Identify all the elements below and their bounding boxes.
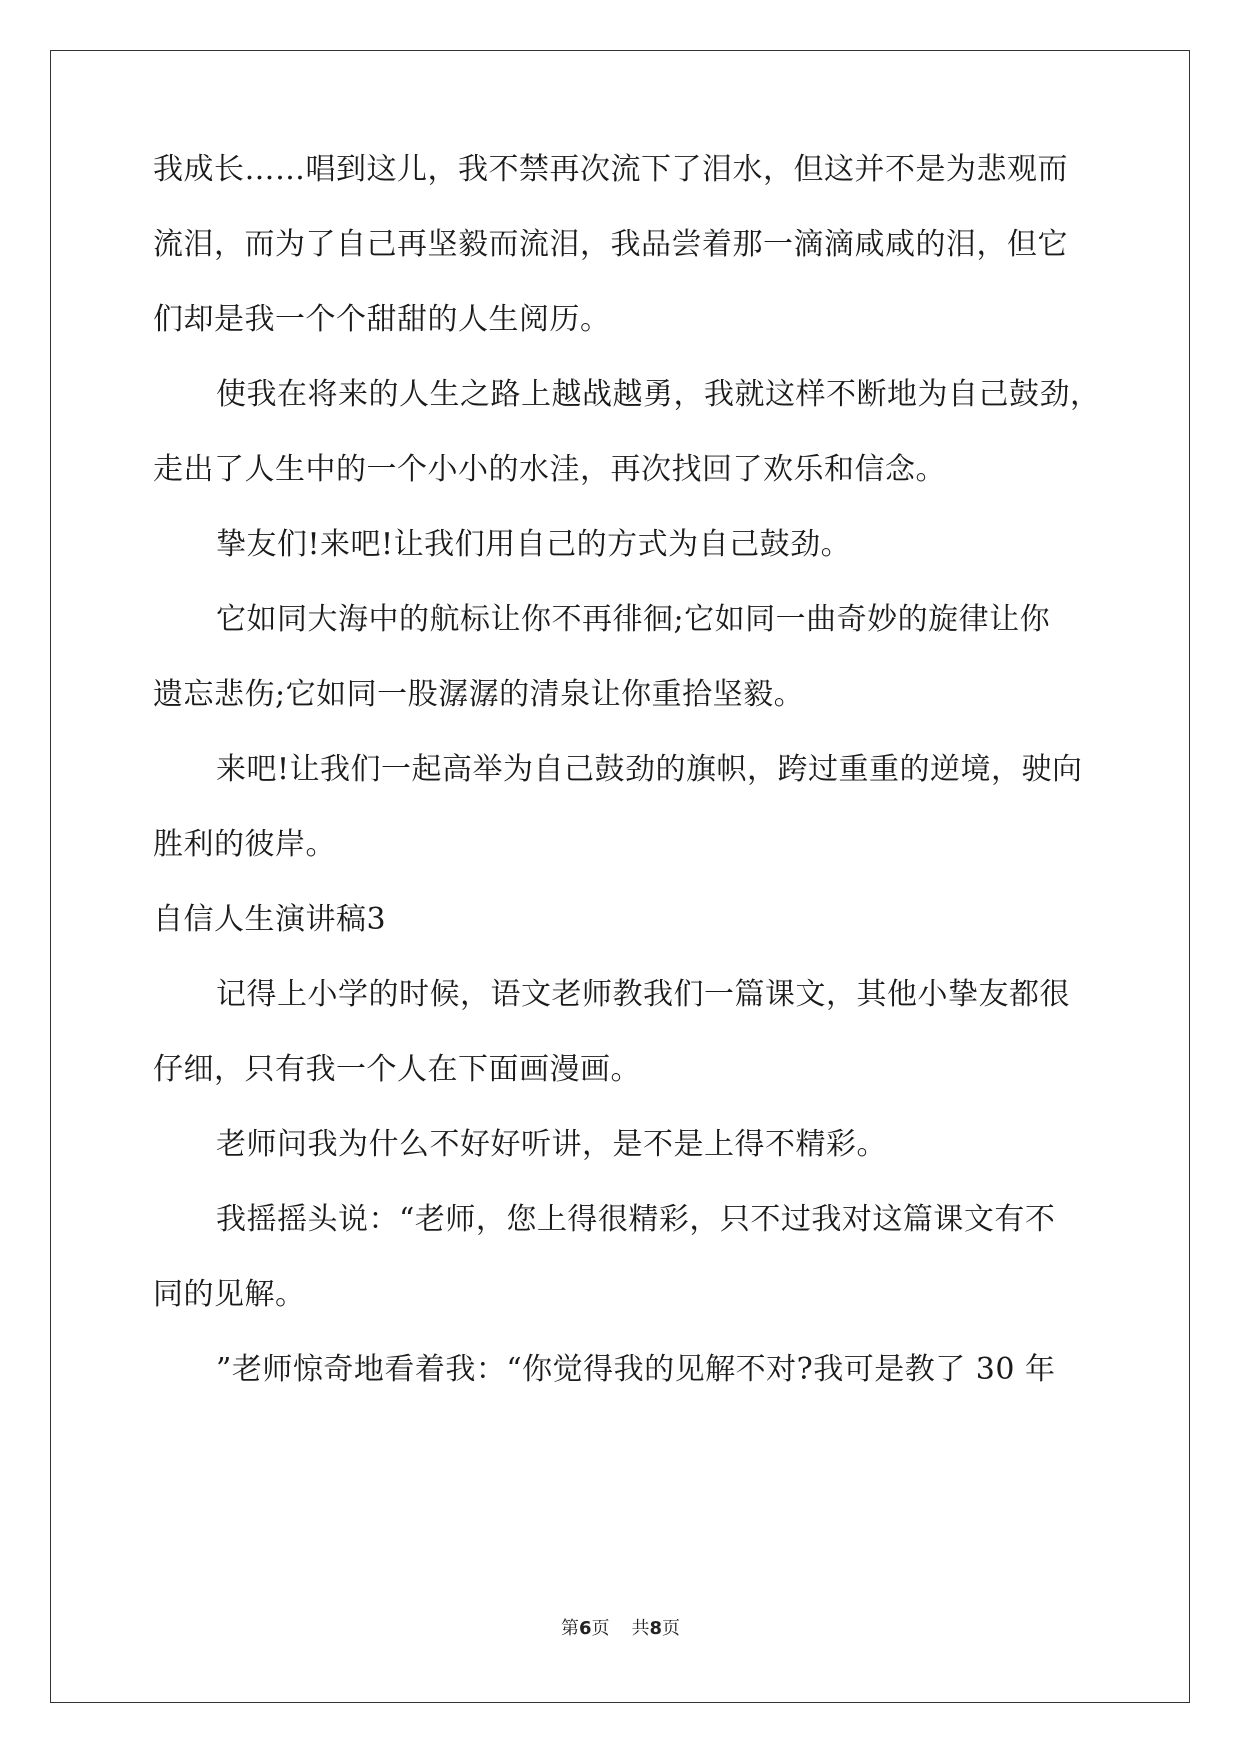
page-number: 6 (578, 1618, 592, 1639)
text-line: 我成长……唱到这儿，我不禁再次流下了泪水，但这并不是为悲观而 (153, 152, 1068, 187)
total-pages: 8 (649, 1618, 663, 1639)
page-suffix: 页 (591, 1618, 610, 1639)
text-line: 们却是我一个个甜甜的人生阅历。 (153, 302, 611, 337)
page-border (50, 50, 1190, 1703)
text-line: 流泪，而为了自己再坚毅而流泪，我品尝着那一滴滴咸咸的泪，但它 (153, 227, 1068, 262)
page-prefix: 第 (560, 1618, 579, 1639)
text-line: 记得上小学的时候，语文老师教我们一篇课文，其他小挚友都很 (216, 977, 1070, 1012)
text-line: 使我在将来的人生之路上越战越勇，我就这样不断地为自己鼓劲， (216, 377, 1101, 412)
text-line: 挚友们!来吧!让我们用自己的方式为自己鼓劲。 (216, 527, 852, 562)
page-footer (0, 1617, 1241, 1641)
text-line: 遗忘悲伤;它如同一股潺潺的清泉让你重拾坚毅。 (153, 677, 805, 712)
text-line: 老师问我为什么不好好听讲，是不是上得不精彩。 (216, 1127, 887, 1162)
text-line: 同的见解。 (153, 1277, 306, 1312)
text-line: 走出了人生中的一个小小的水洼，再次找回了欢乐和信念。 (153, 452, 946, 487)
section-heading: 自信人生演讲稿3 (153, 902, 387, 937)
text-line: 仔细，只有我一个人在下面画漫画。 (153, 1052, 641, 1087)
total-suffix: 页 (662, 1618, 681, 1639)
total-prefix: 共 (631, 1618, 650, 1639)
text-line: 我摇摇头说：“老师，您上得很精彩，只不过我对这篇课文有不 (216, 1202, 1056, 1237)
text-line: 它如同大海中的航标让你不再徘徊;它如同一曲奇妙的旋律让你 (216, 602, 1051, 637)
text-line: 来吧!让我们一起高举为自己鼓劲的旗帜，跨过重重的逆境，驶向 (216, 752, 1083, 787)
text-line: 胜利的彼岸。 (153, 827, 336, 862)
text-line: ”老师惊奇地看着我：“你觉得我的见解不对?我可是教了 30 年 (216, 1352, 1056, 1387)
